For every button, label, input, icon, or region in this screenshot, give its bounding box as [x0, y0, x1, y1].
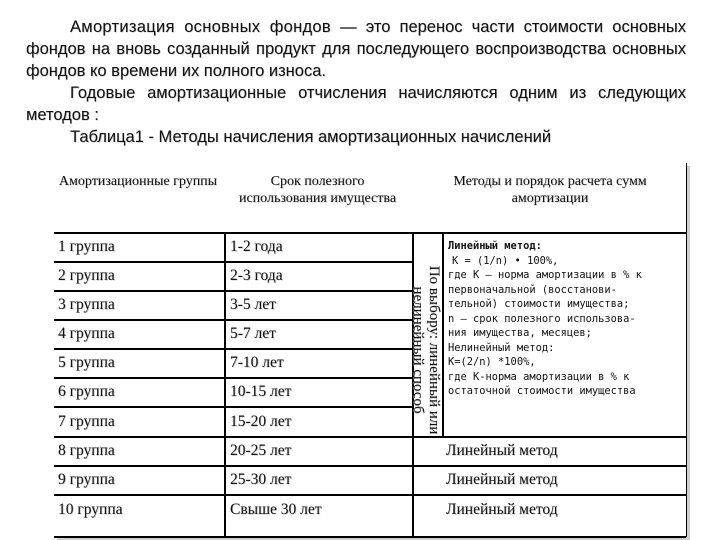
row-4-period: 5-7 лет	[230, 325, 276, 342]
formula-line	[448, 239, 684, 254]
methods-paragraph: Годовые амортизационные отчисления начисляются одним из следующих методов :	[26, 84, 686, 124]
row-6-period: 10-15 лет	[230, 383, 292, 400]
column-divider-3	[442, 232, 444, 436]
row-5-group: 5 группа	[58, 354, 115, 371]
formula-line: Нелинейный метод:	[448, 341, 555, 354]
formula-line: остаточной стоимости имущества	[448, 385, 636, 397]
column-divider-1	[224, 232, 226, 537]
method-choice-cell	[412, 241, 440, 459]
row-1-period: 1-2 года	[230, 238, 283, 255]
formula-heading: Линейный метод:	[448, 240, 542, 252]
row-7-period: 15-20 лет	[230, 413, 292, 430]
row-10-method: Линейный метод	[446, 501, 558, 518]
intro-text	[26, 16, 686, 148]
row-3-group: 3 группа	[58, 296, 115, 313]
row-10-group: 10 группа	[58, 501, 123, 518]
row-7-group: 7 группа	[58, 413, 115, 430]
row-9-method: Линейный метод	[446, 471, 558, 488]
row-1-group: 1 группа	[58, 238, 115, 255]
row-3-period: 3-5 лет	[230, 296, 276, 313]
row-9-period: 25-30 лет	[230, 471, 292, 488]
row-9-group: 9 группа	[58, 471, 115, 488]
row-6-group: 6 группа	[58, 383, 115, 400]
definition-body: — это перенос части стоимости основных фондов на вновь созданный продукт для последующего воспроизводства основных фондов ко времени их полного износа.	[26, 18, 686, 80]
definition-paragraph	[26, 16, 686, 82]
formula-line: K=(2/n) *100%,	[448, 356, 536, 368]
row-8-period: 20-25 лет	[230, 442, 292, 459]
table-caption: Таблица1 - Методы начисления амортизационных начислений	[70, 128, 552, 146]
formula-line: n — срок полезного использова-	[448, 312, 636, 325]
row-4-group: 4 группа	[58, 325, 115, 342]
formula-line: K = (1/n) • 100%,	[452, 254, 559, 267]
row-8-method: Линейный метод	[446, 442, 558, 459]
formula-line: где K-норма амортизации в % к	[448, 370, 630, 383]
formula-line: где K — норма амортизации в % к	[448, 269, 642, 281]
formula-block	[448, 239, 684, 399]
formula-line: первоначальной (восстанови-	[448, 283, 617, 296]
table-bottom-border	[54, 536, 686, 538]
definition-term: Амортизация основных фондов	[70, 18, 331, 36]
header-method: Методы и порядок расчета сумм амортизации	[453, 174, 647, 206]
header-groups: Амортизационные группы	[58, 174, 218, 189]
formula-line: тельной) стоимости имущества;	[448, 298, 630, 310]
method-choice-text: По выбору: линейный или нелинейный способ	[410, 265, 442, 435]
row-2-period: 2-3 года	[230, 267, 283, 284]
row-2-group: 2 группа	[58, 267, 115, 284]
row-8-group: 8 группа	[58, 442, 115, 459]
header-period: Срок полезного использования имущества	[238, 174, 397, 206]
row-10-period: Свыше 30 лет	[230, 501, 322, 518]
depreciation-table	[54, 163, 687, 537]
row-5-period: 7-10 лет	[230, 354, 284, 371]
formula-line: ния имущества, месяцев;	[448, 327, 592, 339]
